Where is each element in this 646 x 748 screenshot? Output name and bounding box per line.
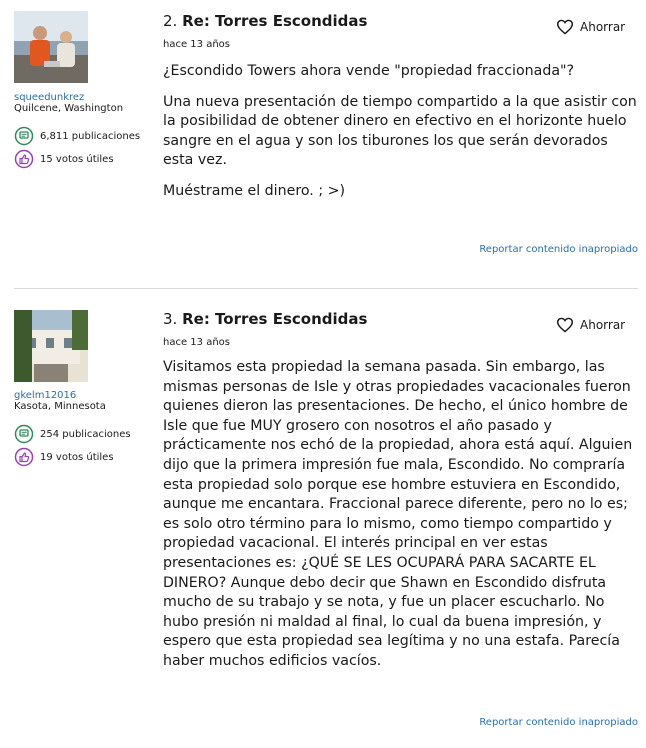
avatar-photo-icon <box>14 11 88 83</box>
save-label: Ahorrar <box>580 318 626 332</box>
post-date: hace 13 años <box>163 337 230 348</box>
thumbs-up-icon <box>14 447 34 467</box>
user-post-count <box>14 424 131 444</box>
user-avatar[interactable] <box>14 11 88 83</box>
save-label: Ahorrar <box>580 20 626 34</box>
speech-bubble-icon <box>14 424 34 444</box>
post-body <box>163 62 638 202</box>
post-number: 2. <box>163 12 178 30</box>
helpful-votes-label: 19 votos útiles <box>40 451 114 463</box>
username-link[interactable]: squeedunkrez <box>14 92 85 103</box>
post-title-link[interactable]: Re: Torres Escondidas <box>182 310 368 328</box>
post-count-label: 6,811 publicaciones <box>40 130 141 142</box>
heart-icon <box>556 19 574 35</box>
helpful-votes-label: 15 votos útiles <box>40 153 114 165</box>
post-title-link[interactable]: Re: Torres Escondidas <box>182 12 368 30</box>
user-avatar[interactable] <box>14 310 88 382</box>
post-title <box>163 310 367 328</box>
thumbs-up-icon <box>14 149 34 169</box>
user-post-count <box>14 126 140 146</box>
post-date: hace 13 años <box>163 39 230 50</box>
user-location: Kasota, Minnesota <box>14 401 106 412</box>
report-link[interactable]: Reportar contenido inapropiado <box>479 244 638 255</box>
user-helpful-votes <box>14 149 114 169</box>
report-link[interactable]: Reportar contenido inapropiado <box>479 717 638 728</box>
speech-bubble-icon <box>14 126 34 146</box>
post-number: 3. <box>163 310 178 328</box>
post-body <box>163 358 638 672</box>
post-paragraph: ¿Escondido Towers ahora vende "propiedad fraccionada"? <box>163 63 575 79</box>
post-paragraph: Muéstrame el dinero. ; >) <box>163 182 346 199</box>
post-paragraph: Una nueva presentación de tiempo compartido a la que asistir con la posibilidad de obtener dinero en efectivo en el horizonte huelo sangre en el agua y son los tiburones los que serán devorados esta vez. <box>163 93 637 169</box>
user-location: Quilcene, Washington <box>14 103 124 114</box>
post-title <box>163 12 367 30</box>
save-button[interactable] <box>556 317 625 333</box>
post-count-label: 254 publicaciones <box>40 428 131 440</box>
avatar-photo-icon <box>14 310 88 382</box>
save-button[interactable] <box>556 19 625 35</box>
user-helpful-votes <box>14 447 114 467</box>
post-paragraph: Visitamos esta propiedad la semana pasada. Sin embargo, las mismas personas de Isle y otras propiedades vacacionales fueron quienes dieron las presentaciones. De hecho, el único hombre de Isle que fue MUY grosero con nosotros el año pasado y prácticamente nos echó de la propiedad, ahora está aquí. Alguien dijo que la primera impresión fue mala, Escondido. No compraría esta propiedad solo porque ese hombre estuviera en Escondido, aunque me encantara. Fraccional parece diferente, pero no lo es; es solo otro término para lo mismo, como tiempo compartido y propiedad vacacional. El interés principal en ver estas presentaciones es: ¿QUÉ SE LES OCUPARÁ PARA SACARTE EL DINERO? Aunque debo decir que Shawn en Escondido disfruta mucho de su trabajo y se nota, y fue un placer escucharlo. No hubo presión ni maldad al final, lo cual da buena impresión, y espero que esta propiedad sea legítima y no una estafa. Parecía haber muchos edificios vacíos. <box>163 359 633 669</box>
post-divider <box>14 288 638 289</box>
username-link[interactable]: gkelm12016 <box>14 390 77 401</box>
heart-icon <box>556 317 574 333</box>
